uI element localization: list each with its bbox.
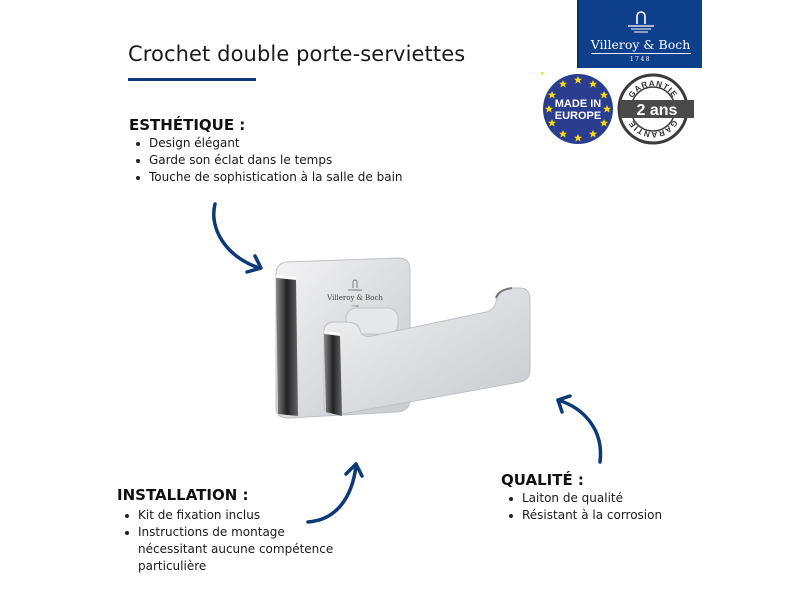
list-item: Laiton de qualité	[503, 490, 662, 507]
list-item: Instructions de montage	[119, 524, 333, 541]
brand-name: Villeroy & Boch	[590, 37, 691, 52]
list-item: Design élégant	[130, 135, 403, 152]
list-item-continuation: particulière	[138, 559, 207, 573]
installation-list	[119, 507, 333, 575]
list-item: Résistant à la corrosion	[503, 507, 662, 524]
fountain-icon	[624, 10, 658, 36]
title-underline	[128, 78, 256, 81]
product-image	[268, 252, 538, 432]
made-in-europe-badge	[541, 72, 615, 146]
list-item: Kit de fixation inclus	[119, 507, 333, 524]
guarantee-top-text: GARANTIE	[626, 78, 680, 100]
arrow-up-left-icon	[548, 390, 612, 470]
esthetique-list	[130, 135, 403, 186]
guarantee-bottom-text: GARANTIE	[626, 118, 680, 140]
brand-year: 1748	[629, 56, 652, 63]
engraved-year: 1748	[351, 304, 359, 308]
made-in-text: MADE IN	[554, 98, 602, 110]
engraved-brand: Villeroy & Boch	[327, 294, 383, 302]
guarantee-badge	[616, 72, 690, 146]
qualite-heading: QUALITÉ :	[501, 471, 584, 489]
list-item: Garde son éclat dans le temps	[130, 152, 403, 169]
brand-logo	[577, 0, 702, 68]
arrow-down-right-icon	[205, 198, 269, 276]
guarantee-value: 2 ans	[636, 102, 678, 119]
installation-heading: INSTALLATION :	[117, 486, 249, 504]
page-title: Crochet double porte-serviettes	[128, 42, 466, 66]
list-item-continuation: nécessitant aucune compétence	[138, 542, 334, 556]
esthetique-heading: ESTHÉTIQUE :	[129, 116, 246, 134]
qualite-list	[503, 490, 662, 524]
list-item: Touche de sophistication à la salle de bain	[130, 169, 403, 186]
brand-divider	[591, 53, 691, 54]
europe-text: EUROPE	[554, 110, 602, 122]
